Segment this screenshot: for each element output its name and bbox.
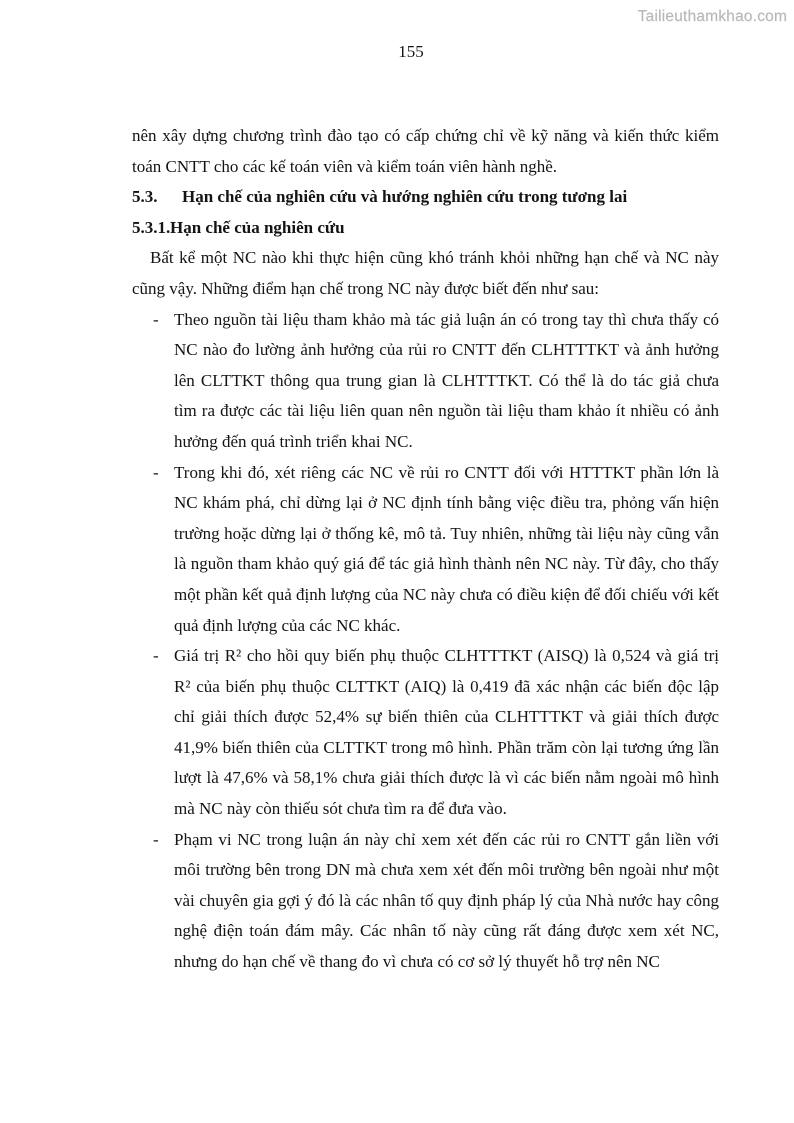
bullet-3-dash: - — [153, 646, 159, 666]
heading-5-3-1-number: 5.3.1. — [132, 217, 171, 237]
bullet-2-dash: - — [153, 462, 159, 482]
bullet-1-dash: - — [153, 309, 159, 329]
page-content — [132, 121, 719, 978]
bullet-item-2 — [132, 458, 719, 642]
paragraph-lead: Bất kể một NC nào khi thực hiện cũng khó tránh khỏi những hạn chế và NC này cũng vậy. Những điểm hạn chế trong NC này được biết đến như sau: — [132, 248, 719, 298]
heading-5-3-1 — [132, 213, 719, 244]
paragraph-intro: nên xây dựng chương trình đào tạo có cấp chứng chỉ về kỹ năng và kiến thức kiểm toán CNTT cho các kế toán viên và kiểm toán viên hành nghề. — [132, 126, 719, 176]
bullet-item-4 — [132, 825, 719, 978]
heading-5-3 — [132, 182, 719, 213]
bullet-4-text: Phạm vi NC trong luận án này chỉ xem xét đến các rủi ro CNTT gắn liền với môi trường bên trong DN mà chưa xem xét đến môi trường bên ngoài như một vài chuyên gia gợi ý đó là các nhân tố quy định pháp lý của Nhà nước hay công nghệ điện toán đám mây. Các nhân tố này cũng rất đáng được xem xét NC, nhưng do hạn chế về thang đo vì chưa có cơ sở lý thuyết hỗ trợ nên NC — [174, 829, 719, 972]
watermark-text: Tailieuthamkhao.com — [637, 8, 787, 25]
bullet-4-dash: - — [153, 829, 159, 849]
bullet-1-text: Theo nguồn tài liệu tham khảo mà tác giả luận án có trong tay thì chưa thấy có NC nào đo lường ảnh hưởng của rủi ro CNTT đến CLHTTTKT và ảnh hưởng lên CLTTKT thông qua trung gian là CLHTTTKT. Có thể là do tác giả chưa tìm ra được các tài liệu liên quan nên nguồn tài liệu tham khảo ít nhiều có ảnh hưởng đến quá trình triển khai NC. — [174, 309, 719, 451]
page-number: 155 — [398, 42, 424, 61]
bullet-item-3 — [132, 641, 719, 825]
heading-5-3-title: Hạn chế của nghiên cứu và hướng nghiên cứu trong tương lai — [182, 187, 628, 207]
bullet-3-text: Giá trị R² cho hồi quy biến phụ thuộc CLHTTTKT (AISQ) là 0,524 và giá trị R² của biến phụ thuộc CLTTKT (AIQ) là 0,419 đã xác nhận các biến độc lập chỉ giải thích được 52,4% sự biến thiên của CLHTTTKT và giải thích được 41,9% biến thiên của CLTTKT trong mô hình. Phần trăm còn lại tương ứng lần lượt là 47,6% và 58,1% chưa giải thích được là vì các biến nằm ngoài mô hình mà NC này còn thiếu sót chưa tìm ra để đưa vào. — [174, 646, 719, 819]
heading-5-3-1-title: Hạn chế của nghiên cứu — [170, 217, 345, 237]
bullet-item-1 — [132, 305, 719, 458]
bullet-2-text: Trong khi đó, xét riêng các NC về rủi ro CNTT đối với HTTTKT phần lớn là NC khám phá, chỉ dừng lại ở NC định tính bằng việc điều tra, phỏng vấn hiện trường hoặc dừng lại ở thống kê, mô tả. Tuy nhiên, những tài liệu này cũng vẫn là nguồn tham khảo quý giá để tác giả hình thành nên NC này. Từ đây, cho thấy một phần kết quả định lượng của NC này chưa có điều kiện để đối chiếu với kết quả định lượng của các NC khác. — [174, 462, 719, 635]
heading-5-3-number: 5.3. — [132, 187, 158, 207]
